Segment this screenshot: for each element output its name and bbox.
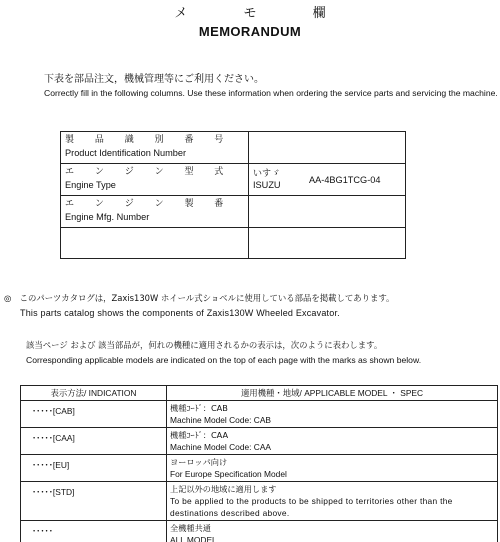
model-desc-en: ALL MODEL (170, 535, 217, 542)
identification-table (60, 131, 406, 259)
model-desc-en: Machine Model Code: CAB (170, 415, 272, 425)
applicable-model-header: 適用機種・地域/ APPLICABLE MODEL ・ SPEC (167, 386, 498, 401)
page-title-jp: メ モ 欄 (174, 6, 352, 21)
model-desc-en: To be applied to the products to be shipped to territories other than the destinations described above. (170, 496, 453, 518)
indication-mark: ･････[CAB] (32, 406, 75, 416)
engine-maker-jp: いすゞ (253, 169, 281, 179)
table-row (21, 482, 498, 521)
intro-text-jp: 下表を部品注文，機械管理等にご利用ください。 (44, 74, 264, 85)
indication-mark: ･････[STD] (32, 487, 75, 497)
engine-mfg-value-cell[interactable] (249, 196, 406, 228)
engine-type-value-cell (249, 164, 406, 196)
table-row (21, 401, 498, 428)
model-desc-en: For Europe Specification Model (170, 469, 287, 479)
engine-mfg-label-jp: エ ン ジ ン 製 番 (65, 199, 233, 209)
table-row (61, 228, 406, 259)
models-note-en: Corresponding applicable models are indicated on the top of each page with the marks as shown below. (26, 355, 422, 365)
page-title: MEMORANDUM (198, 24, 302, 39)
table-row (21, 428, 498, 455)
model-desc-jp: ヨーロッパ向け (170, 457, 228, 467)
indication-mark: ･････ (32, 526, 53, 536)
table-row (21, 521, 498, 542)
table-row (61, 196, 406, 228)
engine-type-value: AA-4BG1TCG-04 (309, 175, 381, 185)
indication-mark: ･････[EU] (32, 460, 70, 470)
indication-header: 表示方法/ INDICATION (21, 386, 167, 401)
intro-text-en: Correctly fill in the following columns. Use these information when ordering the service parts and servicing the machine. (44, 88, 498, 98)
engine-type-label-jp: エ ン ジ ン 型 式 (65, 167, 233, 177)
engine-type-label-en: Engine Type (65, 180, 116, 190)
table-row (61, 164, 406, 196)
model-desc-en: Machine Model Code: CAA (170, 442, 272, 452)
table-row (61, 132, 406, 164)
model-desc-jp: 機種ｺｰﾄﾞ：CAB (170, 403, 228, 413)
blank-value-cell[interactable] (249, 228, 406, 259)
model-desc-jp: 全機種共通 (170, 523, 211, 533)
indication-mark: ･････[CAA] (32, 433, 75, 443)
catalog-note-en: This parts catalog shows the components of Zaxis130W Wheeled Excavator. (20, 308, 340, 318)
product-id-label-cell (61, 132, 249, 164)
product-id-value-cell[interactable] (249, 132, 406, 164)
table-row (21, 455, 498, 482)
model-desc-jp: 機種ｺｰﾄﾞ：CAA (170, 430, 229, 440)
engine-mfg-label-en: Engine Mfg. Number (65, 212, 150, 222)
blank-label-cell[interactable] (61, 228, 249, 259)
engine-type-label-cell (61, 164, 249, 196)
models-note-jp: 該当ページ および 該当部品が，何れの機種に適用されるかの表示は，次のように表わします。 (26, 340, 383, 350)
product-id-label-jp: 製 品 識 別 番 号 (65, 135, 233, 145)
catalog-note-jp: ◎ このパーツカタログは，Zaxis130W ホイール式ショベルに使用している部品を掲載してあります。 (4, 293, 395, 303)
model-desc-jp: 上記以外の地域に適用します (170, 484, 277, 494)
product-id-label-en: Product Identification Number (65, 148, 187, 158)
indication-table-header (21, 386, 498, 401)
indication-table (20, 385, 498, 542)
engine-mfg-label-cell (61, 196, 249, 228)
engine-maker-en: ISUZU (253, 180, 281, 190)
